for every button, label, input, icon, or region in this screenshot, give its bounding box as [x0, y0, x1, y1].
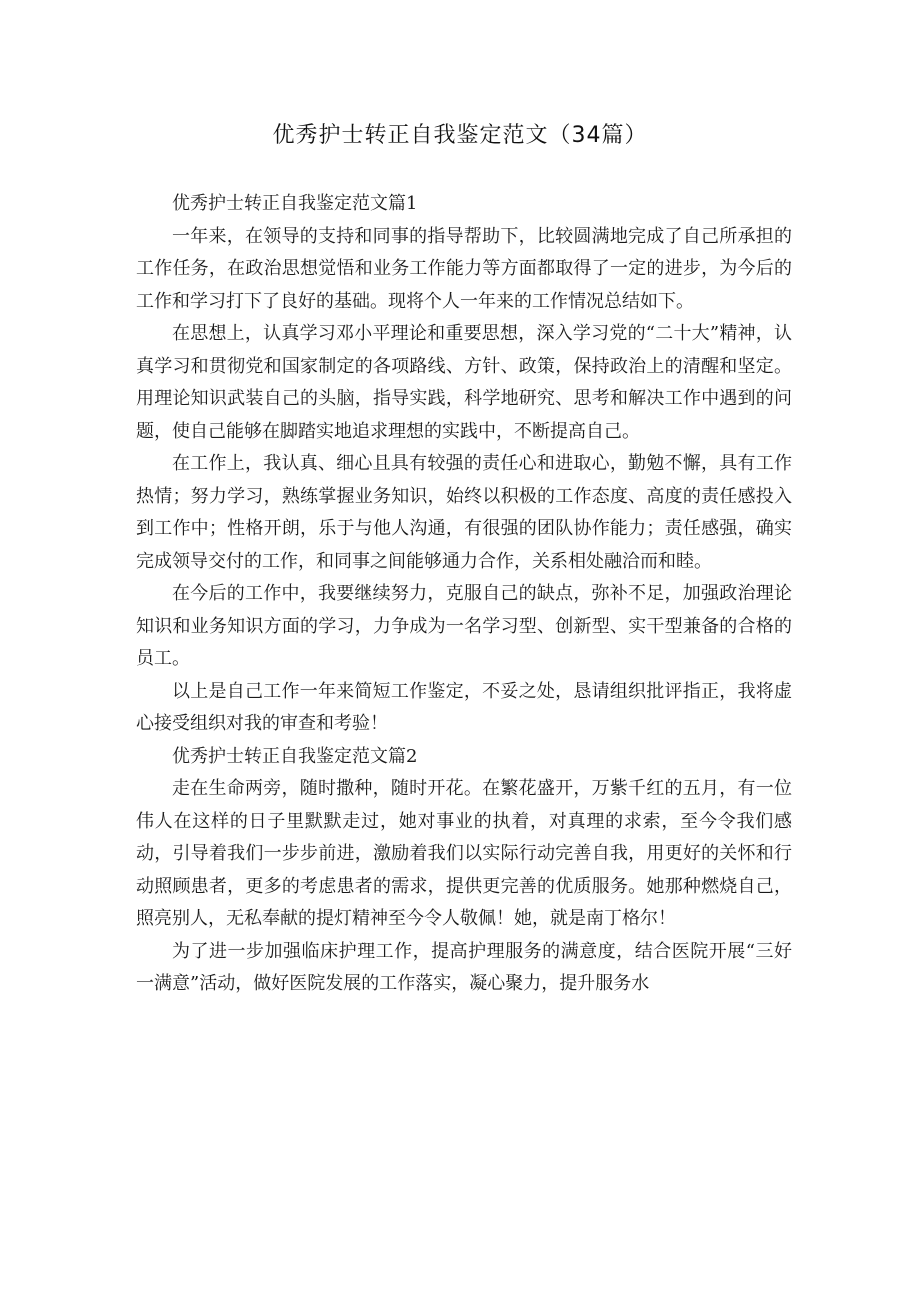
paragraph: 以上是自己工作一年来简短工作鉴定，不妥之处，恳请组织批评指正，我将虚心接受组织对我的审查和考验！ [136, 680, 792, 734]
paragraph: 走在生命两旁，随时撒种，随时开花。在繁花盛开，万紫千红的五月，有一位伟人在这样的日子里默默走过，她对事业的执着，对真理的求索，至今令我们感动，引导着我们一步步前进，激励着我们以实际行动完善自我，用更好的关怀和行动照顾患者，更多的考虑患者的需求，提供更完善的优质服务。她那种燃烧自己，照亮别人，无私奉献的提灯精神至今令人敬佩！她，就是南丁格尔！ [136, 778, 792, 929]
paragraph: 在今后的工作中，我要继续努力，克服自己的缺点，弥补不足，加强政治理论知识和业务知识方面的学习，力争成为一名学习型、创新型、实干型兼备的合格的员工。 [136, 583, 792, 669]
section-heading-2: 优秀护士转正自我鉴定范文篇2 [172, 745, 418, 767]
paragraph: 在思想上，认真学习邓小平理论和重要思想，深入学习党的“二十大”精神，认真学习和贯彻党和国家制定的各项路线、方针、政策，保持政治上的清醒和坚定。用理论知识武装自己的头脑，指导实践，科学地研究、思考和解决工作中遇到的问题，使自己能够在脚踏实地追求理想的实践中，不断提高自己。 [136, 323, 792, 442]
paragraph: 为了进一步加强临床护理工作，提高护理服务的满意度，结合医院开展“三好一满意”活动，做好医院发展的工作落实，凝心聚力，提升服务水 [136, 940, 792, 994]
document-body [136, 188, 792, 1001]
paragraph: 一年来，在领导的支持和同事的指导帮助下，比较圆满地完成了自己所承担的工作任务，在政治思想觉悟和业务工作能力等方面都取得了一定的进步，为今后的工作和学习打下了良好的基础。现将个人一年来的工作情况总结如下。 [136, 225, 792, 312]
section-heading-1: 优秀护士转正自我鉴定范文篇1 [172, 193, 418, 214]
paragraph: 在工作上，我认真、细心且具有较强的责任心和进取心，勤勉不懈，具有工作热情；努力学习，熟练掌握业务知识，始终以积极的工作态度、高度的责任感投入到工作中；性格开朗，乐于与他人沟通，有很强的团队协作能力；责任感强，确实完成领导交付的工作，和同事之间能够通力合作，关系相处融洽而和睦。 [136, 453, 792, 572]
document-title: 优秀护士转正自我鉴定范文（34篇） [272, 123, 648, 148]
